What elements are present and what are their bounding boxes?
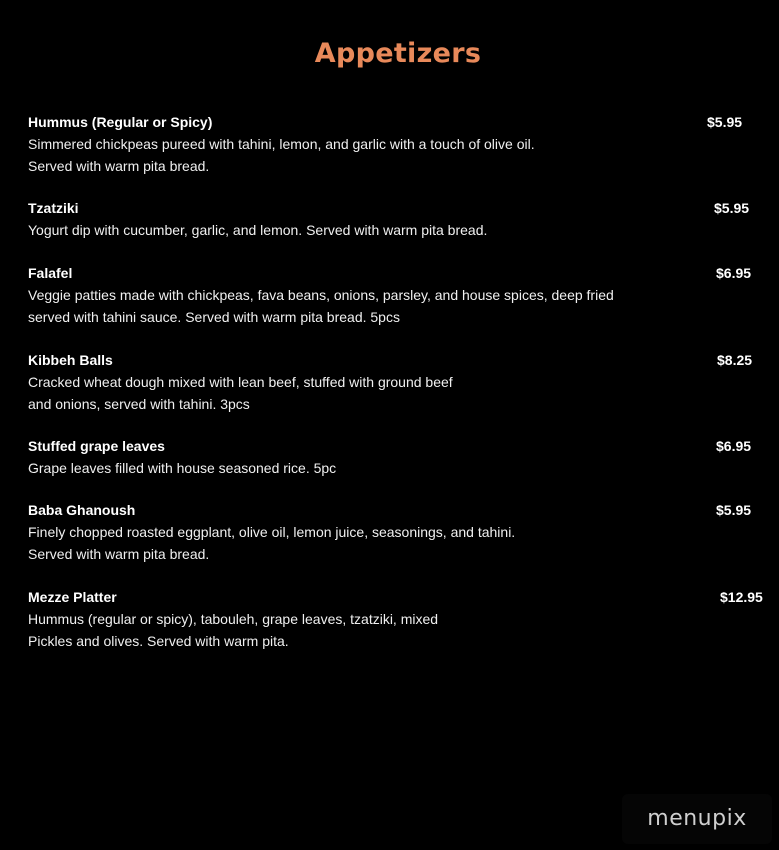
menu-item-description-line: served with tahini sauce. Served with warm pita bread. 5pcs [28,309,400,325]
menu-item-price: $6.95 [716,265,752,281]
menu-item-hummus [28,111,758,177]
menu-item-price: $8.25 [717,352,753,368]
watermark-logo: menupix [647,806,747,831]
menu-item-price: $5.95 [707,114,743,130]
menu-item-tzatziki [28,197,758,241]
menu-item-description-line: Yogurt dip with cucumber, garlic, and lemon. Served with warm pita bread. [28,222,488,238]
menu-item-mezze-platter [28,586,763,652]
menu-item-description-line: Hummus (regular or spicy), tabouleh, grape leaves, tzatziki, mixed [28,611,439,627]
menu-item-name: Tzatziki [28,200,79,216]
menu-item-kibbeh-balls [28,349,758,415]
menu-item-falafel [28,262,758,328]
menu-item-description-line: Veggie patties made with chickpeas, fava beans, onions, parsley, and house spices, deep fried [28,287,614,303]
menu-item-description-line: Served with warm pita bread. [28,158,210,174]
menu-item-name: Baba Ghanoush [28,502,136,518]
menu-item-price: $12.95 [720,589,763,605]
menu-item-price: $5.95 [716,502,752,518]
menu-item-description-line: and onions, served with tahini. 3pcs [28,396,250,412]
menu-item-name: Hummus (Regular or Spicy) [28,114,213,130]
menu-item-price: $6.95 [716,438,752,454]
menu-item-name: Kibbeh Balls [28,352,113,368]
menu-item-description-line: Grape leaves filled with house seasoned rice. 5pc [28,460,337,476]
menu-item-stuffed-grape-leaves [28,435,758,479]
menu-item-description-line: Pickles and olives. Served with warm pita. [28,633,289,649]
menu-item-description-line: Served with warm pita bread. [28,546,210,562]
menu-item-price: $5.95 [714,200,750,216]
menu-item-name: Stuffed grape leaves [28,438,165,454]
menu-item-description-line: Finely chopped roasted eggplant, olive oil, lemon juice, seasonings, and tahini. [28,524,516,540]
page-title: Appetizers [314,38,482,69]
menu-item-name: Falafel [28,265,73,281]
menu-item-baba-ghanoush [28,499,758,565]
menu-item-description-line: Cracked wheat dough mixed with lean beef, stuffed with ground beef [28,374,453,390]
menu-item-description-line: Simmered chickpeas pureed with tahini, lemon, and garlic with a touch of olive oil. [28,136,535,152]
menu-item-name: Mezze Platter [28,589,117,605]
